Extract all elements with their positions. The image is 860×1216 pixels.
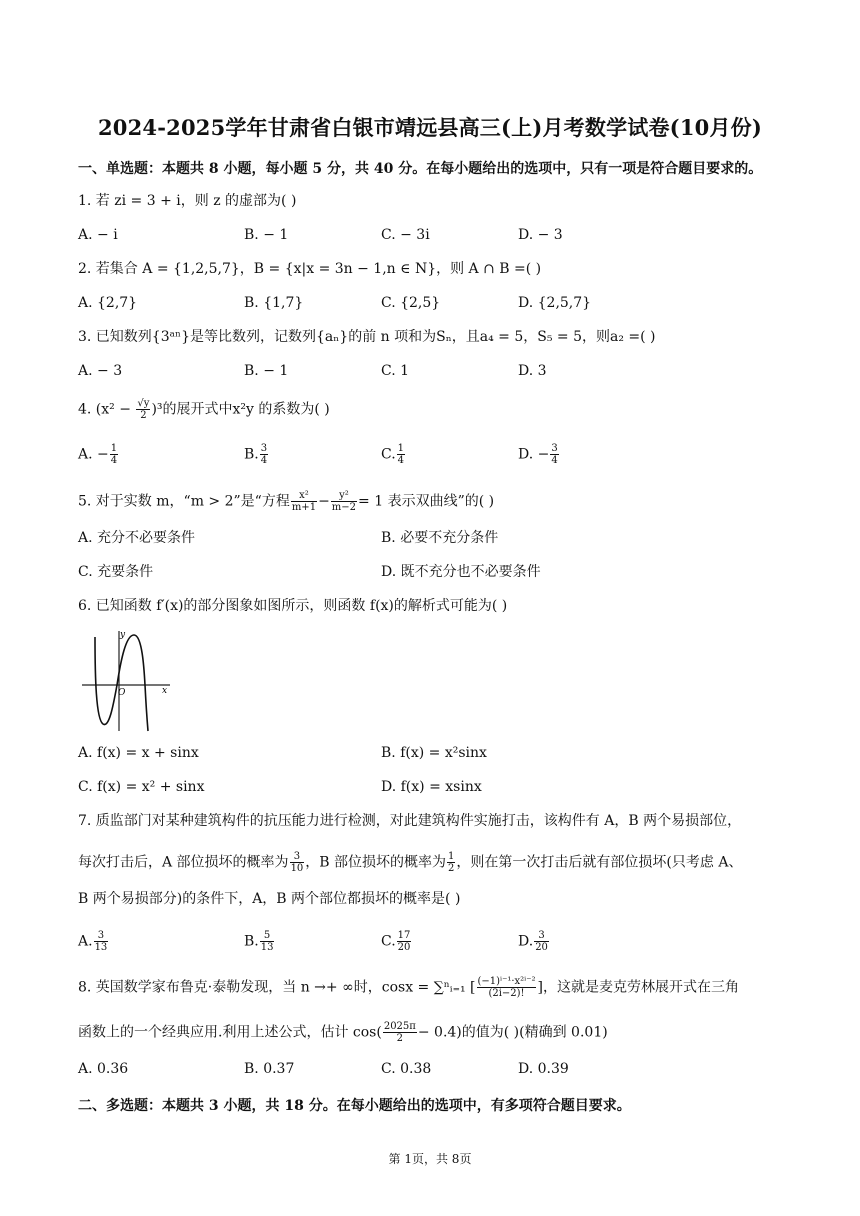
q4-text-pre: 4. (x² − [78, 401, 131, 418]
q7-fa-num: 3 [290, 851, 305, 863]
q7-fb-num: 1 [448, 851, 455, 862]
q5-f1-num: x² [291, 490, 317, 502]
q7-b-num: 5 [260, 930, 275, 942]
question-8-line-2 [78, 1021, 798, 1044]
q4-d-label: D. − [518, 446, 550, 463]
q8-l1-text-b: ]，这就是麦克劳林展开式在三角 [537, 979, 739, 996]
q7-d-num: 3 [534, 930, 549, 942]
q2-option-a: A. {2,7} [78, 295, 138, 311]
q4-option-c [381, 443, 406, 466]
q4-option-b [244, 443, 269, 466]
q6-option-b: B. f(x) = x²sinx [381, 745, 487, 761]
page-footer: 第 1页，共 8页 [388, 1152, 472, 1166]
q7-c-num: 17 [397, 930, 411, 941]
q4-frac-den: 2 [140, 410, 147, 421]
q7-fa-den: 10 [290, 863, 304, 874]
q1-option-b: B. − 1 [244, 227, 289, 243]
q4-b-frac [260, 443, 268, 466]
question-5 [78, 490, 798, 513]
q1-option-a: A. − i [78, 227, 118, 243]
q8-option-d: D. 0.39 [518, 1061, 569, 1077]
q5-text-post: = 1 表示双曲线”的( ) [358, 493, 495, 510]
q5-option-d: D. 既不充分也不必要条件 [381, 564, 541, 580]
q7-l2-text-c: ，则在第一次打击后就有部位损坏(只考虑 A、 [456, 854, 743, 871]
question-2: 2. 若集合 A = {1,2,5,7}，B = {x|x = 3n − 1,n ∈ N}，则 A ∩ B =( ) [78, 261, 542, 277]
q2-option-d: D. {2,5,7} [518, 295, 592, 311]
q4-option-d [518, 443, 560, 466]
q4-a-num: 1 [110, 443, 118, 454]
derivative-graph-figure [78, 627, 174, 733]
q1-option-d: D. − 3 [518, 227, 563, 243]
q4-text-post: )³的展开式中x²y 的系数为( ) [151, 401, 330, 418]
q7-a-frac [94, 930, 109, 953]
question-7-line-2 [78, 851, 798, 874]
q4-d-den: 4 [551, 455, 558, 466]
q7-option-a [78, 930, 109, 953]
q8-series-num: (−1)ⁱ⁻¹·x²ⁱ⁻² [477, 976, 536, 987]
q8-angle-frac [383, 1021, 417, 1044]
question-1: 1. 若 zi = 3 + i，则 z 的虚部为( ) [78, 193, 297, 209]
q6-option-d: D. f(x) = xsinx [381, 779, 482, 795]
q1-option-c: C. − 3i [381, 227, 430, 243]
q8-option-c: C. 0.38 [381, 1061, 432, 1077]
q6-option-c: C. f(x) = x² + sinx [78, 779, 205, 795]
q8-l2-text-b: − 0.4)的值为( )(精确到 0.01) [417, 1024, 608, 1041]
q8-option-b: B. 0.37 [244, 1061, 295, 1077]
q4-c-num: 1 [397, 443, 405, 454]
q7-l2-text-a: 每次打击后，A 部位损坏的概率为 [78, 854, 289, 871]
q7-d-frac [534, 930, 549, 953]
section-heading-multi-choice: 二、多选题：本题共 3 小题，共 18 分。在每小题给出的选项中，有多项符合题目要求。 [78, 1098, 631, 1114]
q4-fraction [136, 398, 150, 421]
graph-y-label: y [120, 630, 126, 640]
q7-a-den: 13 [94, 942, 108, 953]
q7-option-b [244, 930, 275, 953]
q4-b-den: 4 [260, 455, 268, 466]
q7-a-label: A. [78, 933, 93, 950]
q7-b-label: B. [244, 933, 259, 950]
q4-option-a [78, 443, 119, 466]
q8-l1-text-a: 8. 英国数学家布鲁克·泰勒发现，当 n →+ ∞时，cosx = ∑ⁿᵢ₌₁ [ [78, 979, 476, 996]
q7-c-frac [397, 930, 412, 953]
q3-option-d: D. 3 [518, 363, 547, 379]
q4-c-den: 4 [397, 455, 405, 466]
q5-frac-2 [331, 490, 357, 513]
q8-angle-den: 2 [396, 1033, 404, 1044]
q8-l2-text-a: 函数上的一个经典应用.利用上述公式，估计 cos( [78, 1024, 382, 1041]
q3-option-a: A. − 3 [78, 363, 123, 379]
q2-option-b: B. {1,7} [244, 295, 304, 311]
q7-l2-text-b: ，B 部位损坏的概率为 [305, 854, 447, 871]
q7-b-frac [260, 930, 275, 953]
q3-option-c: C. 1 [381, 363, 410, 379]
q4-a-den: 4 [110, 455, 118, 466]
question-7-line-1: 7. 质监部门对某种建筑构件的抗压能力进行检测，对此建筑构件实施打击，该构件有 A，B 两个易损部位， [78, 813, 742, 829]
q4-c-label: C. [381, 446, 396, 463]
page-title: 2024-2025学年甘肃省白银市靖远县高三(上)月考数学试卷(10月份) [98, 115, 762, 140]
q7-frac-a [290, 851, 305, 874]
question-8-line-1 [78, 976, 798, 999]
q7-option-c [381, 930, 412, 953]
q8-series-den: (2i−2)! [488, 988, 525, 999]
q7-d-den: 20 [535, 942, 548, 953]
q4-b-num: 3 [260, 443, 268, 454]
q3-option-b: B. − 1 [244, 363, 289, 379]
q5-minus: − [318, 493, 330, 510]
q8-option-a: A. 0.36 [78, 1061, 129, 1077]
q4-d-num: 3 [551, 443, 558, 454]
question-4 [78, 398, 798, 421]
q8-series-frac [477, 976, 537, 999]
q7-fb-den: 2 [448, 863, 455, 874]
q7-d-label: D. [518, 933, 534, 950]
graph-x-label: x [162, 686, 168, 696]
q5-f1-den: m+1 [291, 502, 317, 513]
q5-option-c: C. 充要条件 [78, 564, 154, 580]
q5-option-b: B. 必要不充分条件 [381, 530, 499, 546]
q2-option-c: C. {2,5} [381, 295, 441, 311]
q5-option-a: A. 充分不必要条件 [78, 530, 196, 546]
q4-d-frac [550, 443, 558, 466]
q5-text-pre: 5. 对于实数 m，“m > 2”是“方程 [78, 493, 290, 510]
q7-a-num: 3 [94, 930, 109, 942]
q6-option-a: A. f(x) = x + sinx [78, 745, 199, 761]
graph-origin-label: O [118, 688, 126, 698]
q7-c-den: 20 [397, 942, 411, 953]
q7-b-den: 13 [260, 942, 274, 953]
graph-curve [95, 635, 148, 731]
q5-f2-num: y² [331, 490, 357, 502]
q5-frac-1 [291, 490, 317, 513]
question-7-line-3: B 两个易损部分)的条件下，A，B 两个部位都损坏的概率是( ) [78, 891, 461, 907]
q4-a-label: A. − [78, 446, 109, 463]
section-heading-single-choice: 一、单选题：本题共 8 小题，每小题 5 分，共 40 分。在每小题给出的选项中，只有一项是符合题目要求的。 [78, 161, 763, 177]
question-3: 3. 已知数列{3ᵃⁿ}是等比数列，记数列{aₙ}的前 n 项和为Sₙ，且a₄ = 5，S₅ = 5，则a₂ =( ) [78, 329, 656, 345]
q8-angle-num: 2025π [383, 1021, 416, 1032]
q4-b-label: B. [244, 446, 259, 463]
q4-frac-num: √y [137, 398, 150, 409]
q7-option-d [518, 930, 550, 953]
q7-frac-b [447, 851, 455, 874]
q7-c-label: C. [381, 933, 396, 950]
q5-f2-den: m−2 [331, 502, 357, 513]
q4-c-frac [397, 443, 405, 466]
question-6: 6. 已知函数 f′(x)的部分图象如图所示，则函数 f(x)的解析式可能为( ) [78, 598, 508, 614]
q4-a-frac [110, 443, 118, 466]
